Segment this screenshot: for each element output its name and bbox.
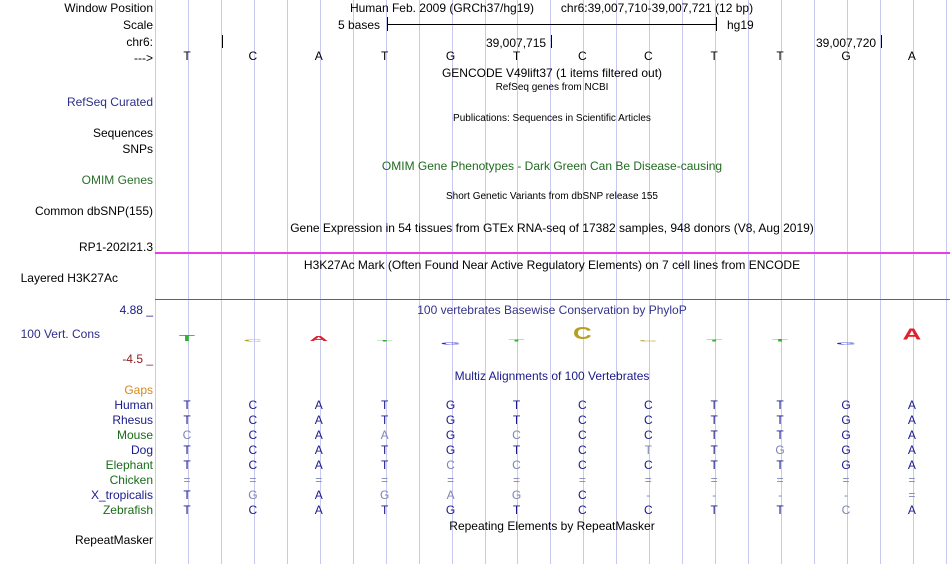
scale-db: hg19 <box>727 18 754 32</box>
window-assembly: Human Feb. 2009 (GRCh37/hg19) <box>349 1 535 15</box>
track-label-sequences[interactable]: Sequences <box>92 126 153 140</box>
track-title-h3k27ac: H3K27Ac Mark (Often Found Near Active Regulatory Elements) on 7 cell lines from ENCODE <box>303 258 801 272</box>
ruler-tick-start <box>222 35 223 48</box>
species-base: = <box>908 473 916 487</box>
species-base: = <box>710 473 718 487</box>
species-base: A <box>314 458 323 472</box>
species-base: G <box>841 428 851 442</box>
species-base: C <box>512 458 521 472</box>
species-base: T <box>776 398 784 412</box>
window-position-label: Window Position <box>64 1 153 15</box>
gtex-divider-line <box>155 252 950 254</box>
species-base: G <box>511 488 522 502</box>
track-title-gencode: GENCODE V49lift37 (1 items filtered out) <box>441 66 663 80</box>
grid-line <box>946 0 947 564</box>
phylop-base-logo: G <box>440 341 461 346</box>
species-base: = <box>183 473 191 487</box>
species-base: A <box>314 413 323 427</box>
track-title-publications: Publications: Sequences in Scientific Articles <box>453 113 651 124</box>
species-base: T <box>710 428 718 442</box>
phylop-base-logo: T <box>706 338 723 343</box>
grid-line <box>682 0 683 564</box>
species-base: G <box>445 428 456 442</box>
species-base: A <box>380 428 389 442</box>
grid-line <box>616 0 617 564</box>
track-title-repeatmasker: Repeating Elements by RepeatMasker <box>449 519 655 533</box>
species-base: A <box>907 443 916 457</box>
species-base: - <box>844 488 848 502</box>
species-base: T <box>710 458 718 472</box>
species-base: C <box>578 503 587 517</box>
reference-base: T <box>381 49 389 63</box>
species-base: G <box>380 488 390 502</box>
phylop-base-logo: G <box>835 341 857 346</box>
species-base: A <box>907 503 916 517</box>
scale-text: 5 bases <box>338 18 381 32</box>
reference-base: G <box>841 49 851 63</box>
species-base: = <box>842 473 850 487</box>
species-base: T <box>512 443 521 457</box>
species-base: = <box>381 473 389 487</box>
reference-base: C <box>248 49 258 63</box>
track-label-snps[interactable]: SNPs <box>122 142 153 156</box>
h3k27ac-divider-line <box>155 299 950 300</box>
species-base: C <box>643 503 653 517</box>
species-base: C <box>643 413 653 427</box>
species-base: G <box>775 443 785 457</box>
species-base: G <box>248 488 258 502</box>
species-base: C <box>643 458 653 472</box>
species-base: T <box>183 443 191 457</box>
species-base: G <box>841 398 851 412</box>
reference-base: C <box>578 49 587 63</box>
track-title-refseq: RefSeq genes from NCBI <box>495 82 609 93</box>
species-base: - <box>646 488 651 502</box>
species-base: T <box>776 413 784 427</box>
track-title-dbsnp: Short Genetic Variants from dbSNP release 155 <box>446 191 658 202</box>
track-label-refseq[interactable]: RefSeq Curated <box>66 95 153 109</box>
reference-base: T <box>710 49 718 63</box>
reference-base: A <box>907 49 916 63</box>
grid-line <box>485 0 486 564</box>
ruler-tick-2 <box>881 35 882 48</box>
species-base: A <box>314 443 323 457</box>
species-base: G <box>445 443 456 457</box>
species-label[interactable]: X_tropicalis <box>90 488 153 502</box>
species-base: = <box>578 473 586 487</box>
species-base: C <box>578 398 587 412</box>
species-label[interactable]: Human <box>114 398 153 412</box>
species-label[interactable]: Dog <box>130 443 153 457</box>
ruler-tick-1 <box>551 35 552 48</box>
track-title-multiz: Multiz Alignments of 100 Vertebrates <box>454 369 650 383</box>
track-label-gaps[interactable]: Gaps <box>124 383 153 397</box>
track-title-omim: OMIM Gene Phenotypes - Dark Green Can Be Disease-causing <box>381 159 723 173</box>
species-base: T <box>381 443 389 457</box>
species-base: = <box>512 473 521 487</box>
species-base: C <box>841 503 851 517</box>
species-base: A <box>907 428 916 442</box>
grid-line <box>221 0 222 564</box>
phylop-base-logo: C <box>573 322 592 344</box>
species-label[interactable]: Zebrafish <box>102 503 153 517</box>
species-base: T <box>776 458 784 472</box>
species-base: - <box>712 488 717 502</box>
species-base: T <box>512 398 521 412</box>
species-base: T <box>512 413 521 427</box>
species-base: T <box>644 443 652 457</box>
reference-base: T <box>512 49 521 63</box>
phylop-base-logo: A <box>309 334 329 343</box>
species-base: G <box>841 458 851 472</box>
track-label-repeatmasker[interactable]: RepeatMasker <box>74 533 153 547</box>
species-base: C <box>578 458 587 472</box>
species-base: C <box>248 398 258 412</box>
species-base: G <box>841 443 851 457</box>
track-label-omim[interactable]: OMIM Genes <box>81 173 153 187</box>
species-base: = <box>644 473 652 487</box>
species-base: C <box>248 503 258 517</box>
phylop-base-logo: C <box>638 339 658 343</box>
species-base: C <box>248 428 258 442</box>
species-base: G <box>445 398 456 412</box>
species-label[interactable]: Mouse <box>116 428 153 442</box>
species-base: C <box>446 458 455 472</box>
species-base: T <box>710 398 718 412</box>
grid-line <box>748 0 749 564</box>
reference-base: C <box>643 49 653 63</box>
grid-line <box>287 0 288 564</box>
species-base: G <box>445 503 456 517</box>
species-base: C <box>248 443 258 457</box>
species-base: = <box>315 473 323 487</box>
species-base: A <box>314 398 323 412</box>
scale-label: Scale <box>122 18 153 32</box>
species-base: C <box>248 413 258 427</box>
species-base: G <box>445 413 456 427</box>
cons-max-value: 4.88 _ <box>119 303 153 317</box>
grid-line <box>419 0 420 564</box>
scale-bar <box>387 17 717 31</box>
species-base: T <box>183 398 191 412</box>
species-base: T <box>183 458 191 472</box>
reference-base: A <box>314 49 323 63</box>
species-base: A <box>907 413 916 427</box>
reference-base: T <box>183 49 191 63</box>
species-base: T <box>183 413 191 427</box>
track-label-h3k27ac[interactable]: Layered H3K27Ac <box>20 271 118 285</box>
species-base: - <box>778 488 783 502</box>
ruler-tick-label-2: 39,007,720 <box>816 36 877 50</box>
window-coordinates: chr6:39,007,710-39,007,721 (12 bp) <box>560 1 754 15</box>
strand-arrow[interactable]: ---> <box>134 51 153 65</box>
species-label[interactable]: Chicken <box>109 473 153 487</box>
species-base: T <box>381 503 389 517</box>
phylop-base-logo: A <box>902 324 922 344</box>
species-base: = <box>776 473 784 487</box>
grid-line <box>353 0 354 564</box>
species-base: T <box>710 443 718 457</box>
cons-min-value: -4.5 _ <box>122 352 153 366</box>
species-base: T <box>710 413 718 427</box>
track-title-gtex: Gene Expression in 54 tissues from GTEx RNA-seq of 17382 samples, 948 donors (V8, Aug 2019) <box>290 221 814 235</box>
species-base: T <box>381 458 389 472</box>
species-label[interactable]: Elephant <box>105 458 153 472</box>
species-base: C <box>643 428 653 442</box>
reference-base: G <box>445 49 456 63</box>
track-label-cons[interactable]: 100 Vert. Cons <box>20 327 100 341</box>
species-base: = <box>249 473 257 487</box>
grid-line <box>814 0 815 564</box>
species-base: C <box>578 428 587 442</box>
species-base: C <box>512 428 521 442</box>
species-base: T <box>381 398 389 412</box>
species-base: C <box>578 488 587 502</box>
chrom-label: chr6: <box>126 35 153 49</box>
species-base: T <box>183 503 191 517</box>
species-base: T <box>710 503 718 517</box>
grid-line <box>880 0 881 564</box>
species-base: C <box>248 458 258 472</box>
genome-browser-image[interactable] <box>155 0 950 564</box>
species-base: = <box>908 488 916 502</box>
phylop-base-logo: T <box>508 338 525 343</box>
species-base: T <box>381 413 389 427</box>
species-base: A <box>314 503 323 517</box>
species-base: T <box>776 503 784 517</box>
grid-line <box>155 0 156 564</box>
species-base: C <box>643 398 653 412</box>
species-base: G <box>841 413 851 427</box>
species-base: C <box>578 443 587 457</box>
phylop-base-logo: T <box>376 339 393 343</box>
ruler-tick-label-1: 39,007,715 <box>486 36 547 50</box>
species-base: A <box>907 458 916 472</box>
species-base: C <box>182 428 192 442</box>
track-label-gtex[interactable]: RP1-202I21.3 <box>78 240 153 254</box>
species-base: A <box>314 488 323 502</box>
track-label-dbsnp[interactable]: Common dbSNP(155) <box>34 204 153 218</box>
phylop-base-logo: T <box>179 333 195 343</box>
species-base: C <box>578 413 587 427</box>
species-base: A <box>446 488 455 502</box>
species-base: = <box>447 473 455 487</box>
species-base: A <box>314 428 323 442</box>
species-base: T <box>183 488 191 502</box>
track-title-phylop: 100 vertebrates Basewise Conservation by PhyloP <box>417 303 687 317</box>
species-label[interactable]: Rhesus <box>112 413 153 427</box>
phylop-base-logo: C <box>243 338 263 343</box>
phylop-base-logo: T <box>772 337 789 343</box>
reference-base: T <box>776 49 784 63</box>
species-base: A <box>907 398 916 412</box>
species-base: T <box>776 428 784 442</box>
species-base: T <box>512 503 521 517</box>
